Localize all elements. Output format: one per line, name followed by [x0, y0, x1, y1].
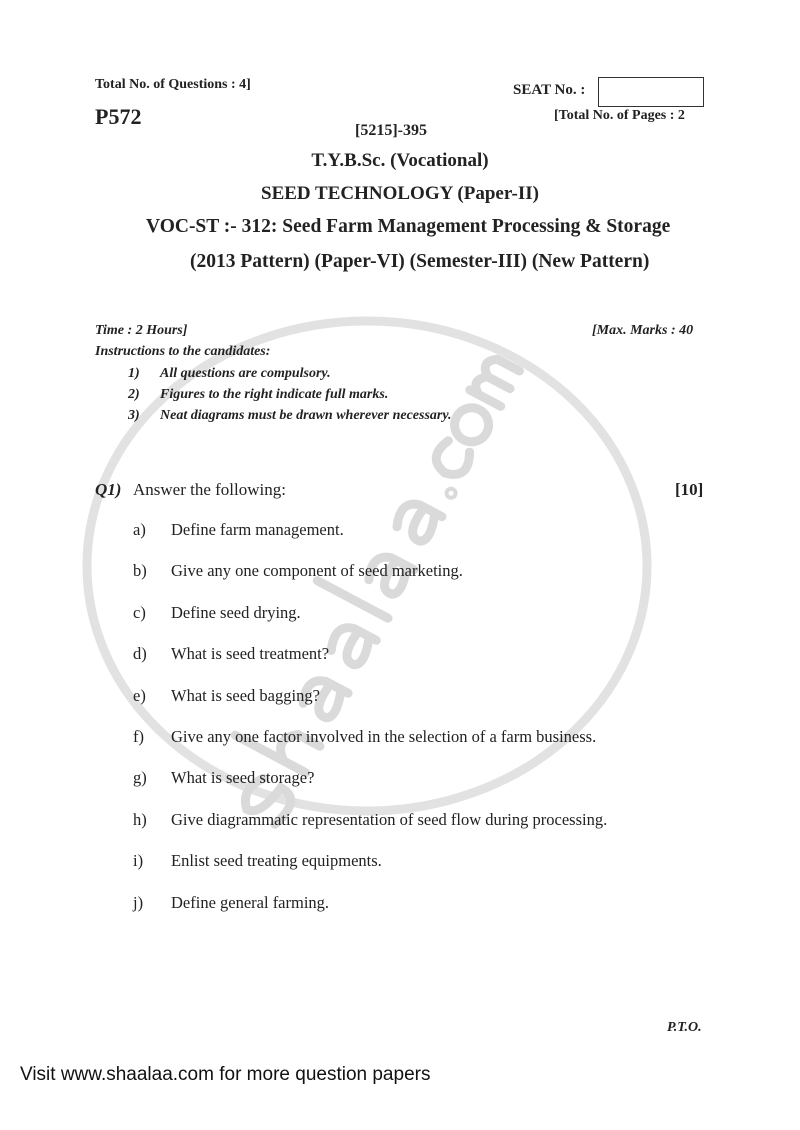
item-text: Give any one component of seed marketing. — [171, 561, 463, 581]
item-text: Define seed drying. — [171, 602, 301, 622]
instruction-text: Neat diagrams must be drawn wherever necessary. — [160, 408, 452, 423]
question-label: Q1) — [95, 480, 122, 499]
total-pages: [Total No. of Pages : 2 — [554, 108, 685, 123]
item-letter: h) — [133, 809, 147, 829]
item-text: What is seed storage? — [171, 768, 315, 788]
course-title: T.Y.B.Sc. (Vocational) — [311, 150, 489, 171]
item-letter: e) — [133, 685, 146, 705]
item-letter: d) — [133, 644, 147, 664]
item-text: Enlist seed treating equipments. — [171, 851, 382, 871]
item-letter: a) — [133, 520, 146, 539]
max-marks: [Max. Marks : 40 — [592, 323, 694, 338]
pattern: (2013 Pattern) (Paper-VI) (Semester-III) (New Pattern) — [190, 251, 650, 272]
item-text: Give diagrammatic representation of seed flow during processing. — [171, 809, 608, 829]
item-letter: j) — [133, 892, 144, 912]
item-letter: g) — [133, 768, 147, 788]
exam-code: [5215]-395 — [355, 122, 427, 139]
item-letter: f) — [133, 727, 144, 746]
footer-text: Visit www.shaalaa.com for more question papers — [20, 1064, 431, 1085]
item-text: Define farm management. — [171, 520, 344, 539]
time-label: Time : 2 Hours] — [95, 323, 188, 338]
pto: P.T.O. — [667, 1020, 702, 1035]
instructions-title: Instructions to the candidates: — [95, 344, 271, 359]
item-letter: b) — [133, 561, 147, 581]
seat-no-label: SEAT No. : — [513, 82, 586, 98]
instruction-text: All questions are compulsory. — [160, 366, 331, 381]
item-text: Define general farming. — [171, 892, 330, 912]
item-text: Give any one factor involved in the selection of a farm business. — [171, 727, 597, 746]
question-prompt: Answer the following: — [133, 480, 286, 499]
seat-no-box — [598, 77, 704, 107]
item-letter: c) — [133, 602, 146, 622]
item-letter: i) — [133, 851, 144, 871]
subject-title: SEED TECHNOLOGY (Paper-II) — [261, 183, 539, 204]
item-text: What is seed treatment? — [171, 644, 330, 664]
item-text: What is seed bagging? — [171, 685, 320, 705]
question-marks: [10] — [675, 480, 704, 499]
instruction-text: Figures to the right indicate full marks. — [160, 387, 389, 402]
instruction-num: 1) — [128, 366, 140, 381]
paper-title: VOC-ST :- 312: Seed Farm Management Processing & Storage — [146, 216, 671, 237]
instruction-num: 2) — [128, 387, 140, 402]
paper-code: P572 — [95, 104, 142, 129]
total-questions: Total No. of Questions : 4] — [95, 77, 251, 92]
instruction-num: 3) — [128, 408, 140, 423]
